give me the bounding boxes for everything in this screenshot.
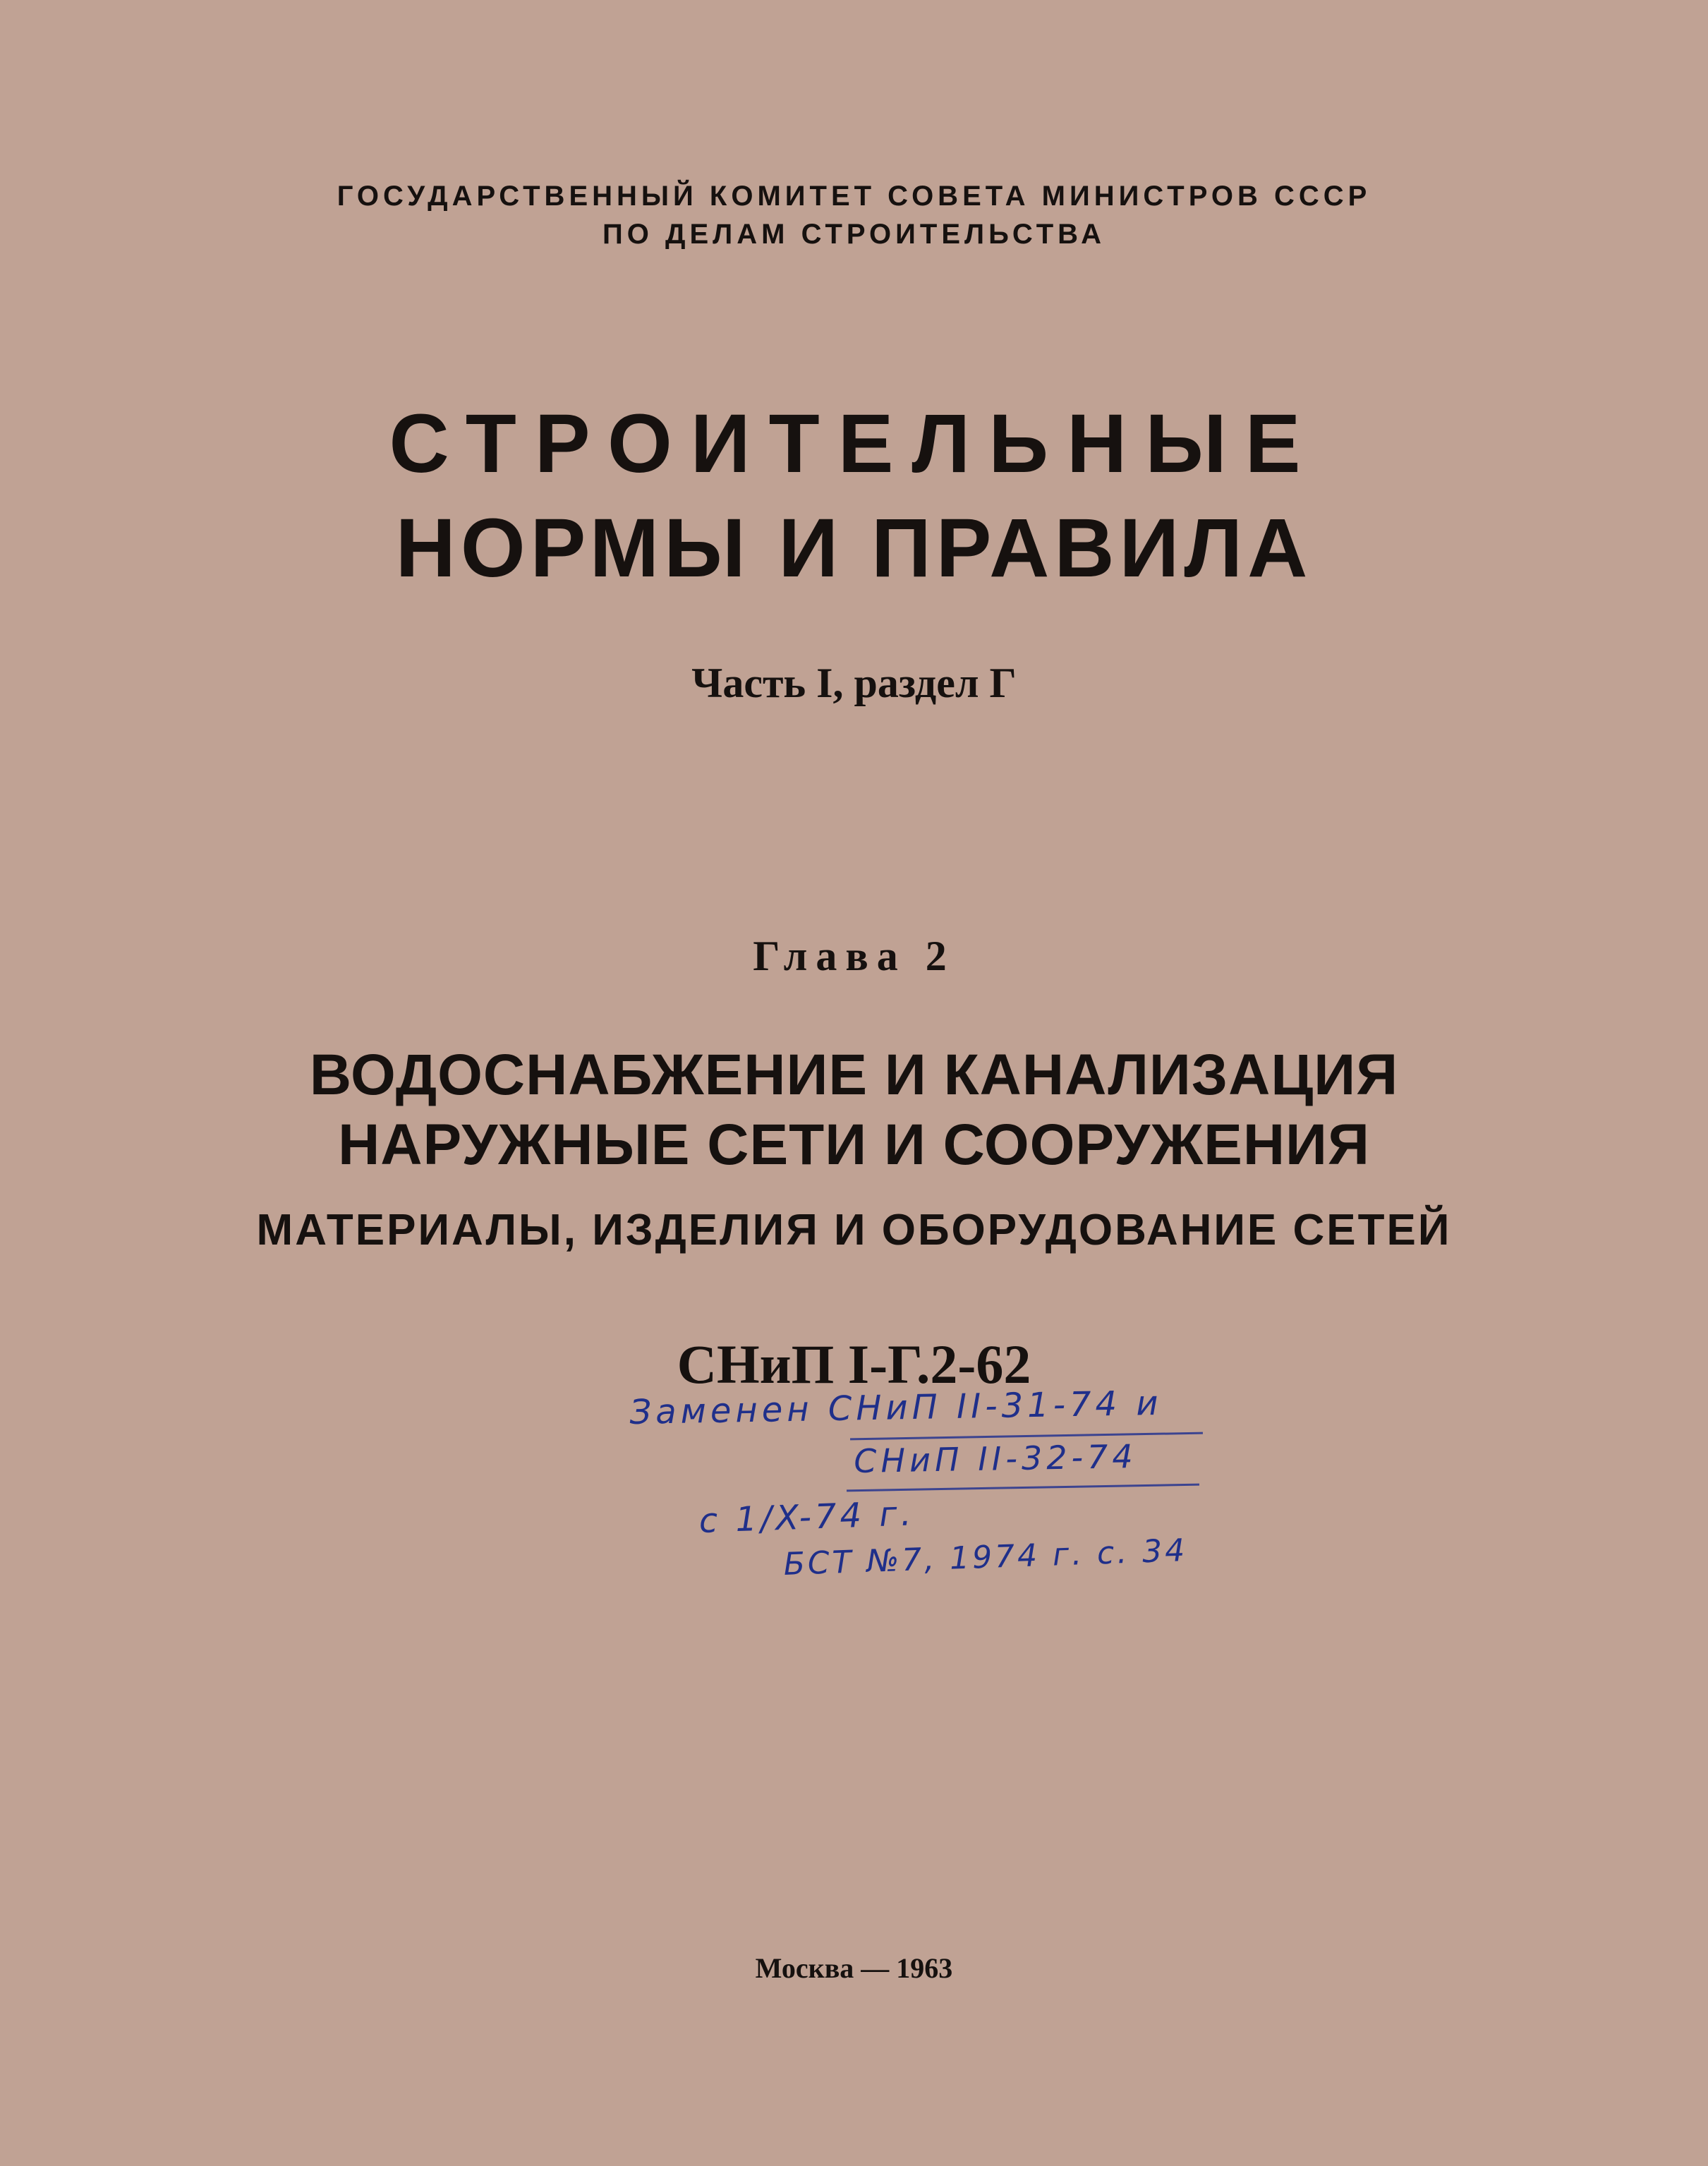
subject-line-2: НАРУЖНЫЕ СЕТИ И СООРУЖЕНИЯ	[338, 1113, 1370, 1177]
part-label: Часть I, раздел Г	[691, 660, 1017, 706]
handwritten-note-line-4: БСТ №7, 1974 г. с. 34	[782, 1532, 1189, 1583]
handwritten-note-line-2: СНиП II-32-74	[853, 1436, 1138, 1480]
subject-line-1: ВОДОСНАБЖЕНИЕ И КАНАЛИЗАЦИЯ	[309, 1043, 1399, 1107]
imprint: Москва — 1963	[755, 1952, 953, 1984]
handwritten-underline-2	[847, 1484, 1199, 1492]
title-line-1: СТРОИТЕЛЬНЫЕ	[389, 397, 1319, 490]
handwritten-note-line-3: с 1/X-74 г.	[698, 1494, 916, 1541]
subject-line-3: МАТЕРИАЛЫ, ИЗДЕЛИЯ И ОБОРУДОВАНИЕ СЕТЕЙ	[256, 1206, 1452, 1254]
chapter-label: Глава 2	[753, 933, 955, 979]
ministry-line-1: ГОСУДАРСТВЕННЫЙ КОМИТЕТ СОВЕТА МИНИСТРОВ СССР	[337, 181, 1371, 212]
standard-code: СНиП I-Г.2-62	[677, 1333, 1031, 1395]
ministry-line-2: ПО ДЕЛАМ СТРОИТЕЛЬСТВА	[602, 219, 1106, 250]
title-line-2: НОРМЫ И ПРАВИЛА	[395, 502, 1313, 595]
handwritten-note-line-1: Заменен СНиП II-31-74 и	[629, 1383, 1163, 1432]
